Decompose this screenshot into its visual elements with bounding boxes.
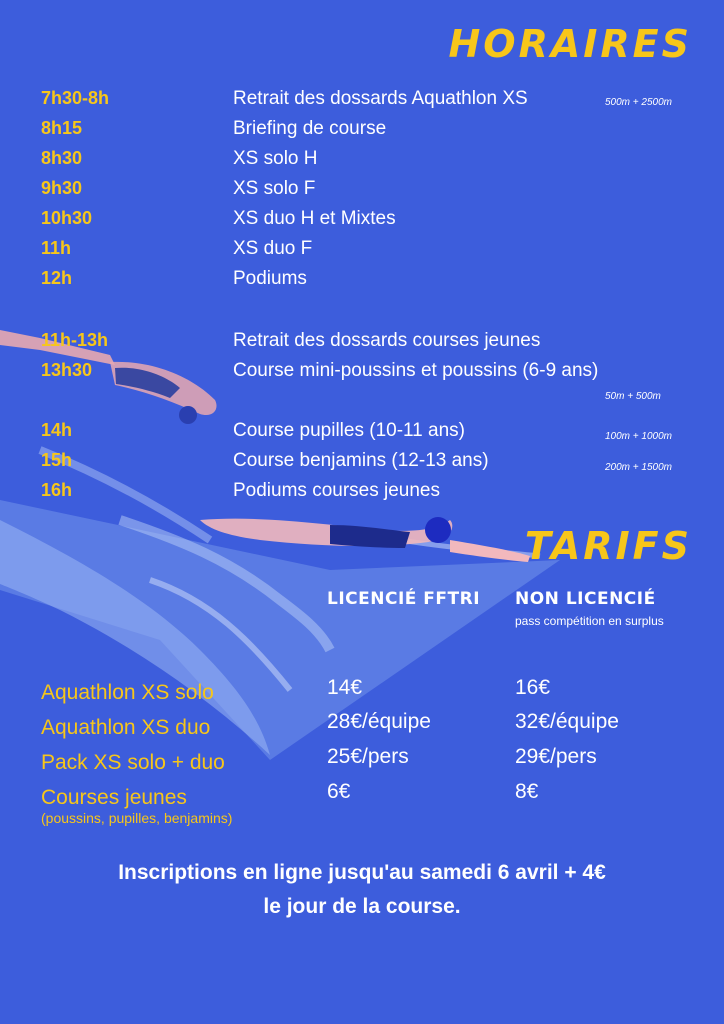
schedule-time: 13h30: [41, 360, 93, 380]
tarifs-title: TARIFS: [524, 524, 692, 568]
schedule-event: XS solo F: [233, 178, 316, 199]
swimmer-2-arm: [450, 540, 530, 562]
price-label: Pack XS solo + duo: [41, 751, 225, 774]
col-header-licencie: LICENCIÉ FFTRI: [327, 589, 481, 609]
price-non-licencie: 29€/pers: [515, 745, 597, 768]
schedule-row: [0, 208, 724, 238]
schedule-event: Course pupilles (10-11 ans): [233, 420, 465, 441]
schedule-event: XS duo F: [233, 238, 313, 259]
price-label: Courses jeunes: [41, 786, 187, 809]
schedule-time: 8h15: [41, 118, 83, 138]
schedule-row: [0, 480, 724, 510]
schedule-time: 11h-13h: [41, 330, 109, 350]
schedule-time: 14h: [41, 420, 73, 440]
footer-line-1: Inscriptions en ligne jusqu'au samedi 6 avril + 4€: [118, 861, 606, 884]
schedule-event: XS solo H: [233, 148, 318, 169]
schedule-event: Retrait des dossards courses jeunes: [233, 330, 541, 351]
schedule-row: [0, 178, 724, 208]
price-non-licencie: 8€: [515, 780, 539, 803]
swimmer-2-body: [200, 519, 452, 546]
schedule-row: [0, 420, 724, 450]
schedule-row: [0, 360, 724, 402]
price-non-licencie: 32€/équipe: [515, 710, 619, 733]
schedule-row: [0, 330, 724, 360]
distance-note: 100m + 1000m: [605, 431, 672, 442]
schedule-row: [0, 450, 724, 480]
schedule-time: 15h: [41, 450, 73, 470]
schedule-row: [0, 238, 724, 268]
schedule-time: 11h: [41, 238, 72, 258]
swimmer-2-cap: [425, 517, 451, 543]
price-licencie: 25€/pers: [327, 745, 409, 768]
schedule-event: Retrait des dossards Aquathlon XS: [233, 88, 528, 109]
schedule-event: Course benjamins (12-13 ans): [233, 450, 489, 471]
schedule-time: 8h30: [41, 148, 83, 168]
distance-note: 500m + 2500m: [605, 97, 672, 108]
registration-footer: [0, 856, 724, 924]
col-header-non-licencie-sub: pass compétition en surplus: [515, 614, 664, 628]
schedule-time: 9h30: [41, 178, 83, 198]
schedule-time: 7h30-8h: [41, 88, 110, 108]
horaires-title: HORAIRES: [448, 22, 692, 66]
col-header-non-licencie: NON LICENCIÉ: [515, 589, 656, 609]
schedule-row: [0, 148, 724, 178]
distance-note: 50m + 500m: [605, 391, 661, 402]
schedule-row: [0, 268, 724, 298]
schedule-time: 10h30: [41, 208, 93, 228]
schedule-event: Course mini-poussins et poussins (6-9 ans): [233, 360, 599, 381]
schedule-event: Podiums courses jeunes: [233, 480, 440, 501]
schedule-row: [0, 118, 724, 148]
schedule-event: Briefing de course: [233, 118, 387, 139]
price-label: Aquathlon XS solo: [41, 681, 214, 704]
price-licencie: 6€: [327, 780, 351, 803]
schedule-event: XS duo H et Mixtes: [233, 208, 396, 229]
swimmer-2-suit: [330, 525, 410, 548]
price-label: Aquathlon XS duo: [41, 716, 211, 739]
schedule-time: 16h: [41, 480, 73, 500]
schedule-row: [0, 88, 724, 118]
price-licencie: 28€/équipe: [327, 710, 431, 733]
distance-note: 200m + 1500m: [605, 462, 672, 473]
price-licencie: 14€: [327, 676, 363, 699]
price-non-licencie: 16€: [515, 676, 551, 699]
footer-line-2: le jour de la course.: [263, 895, 461, 918]
schedule-time: 12h: [41, 268, 73, 288]
price-sublabel: (poussins, pupilles, benjamins): [41, 810, 233, 826]
schedule-event: Podiums: [233, 268, 307, 289]
